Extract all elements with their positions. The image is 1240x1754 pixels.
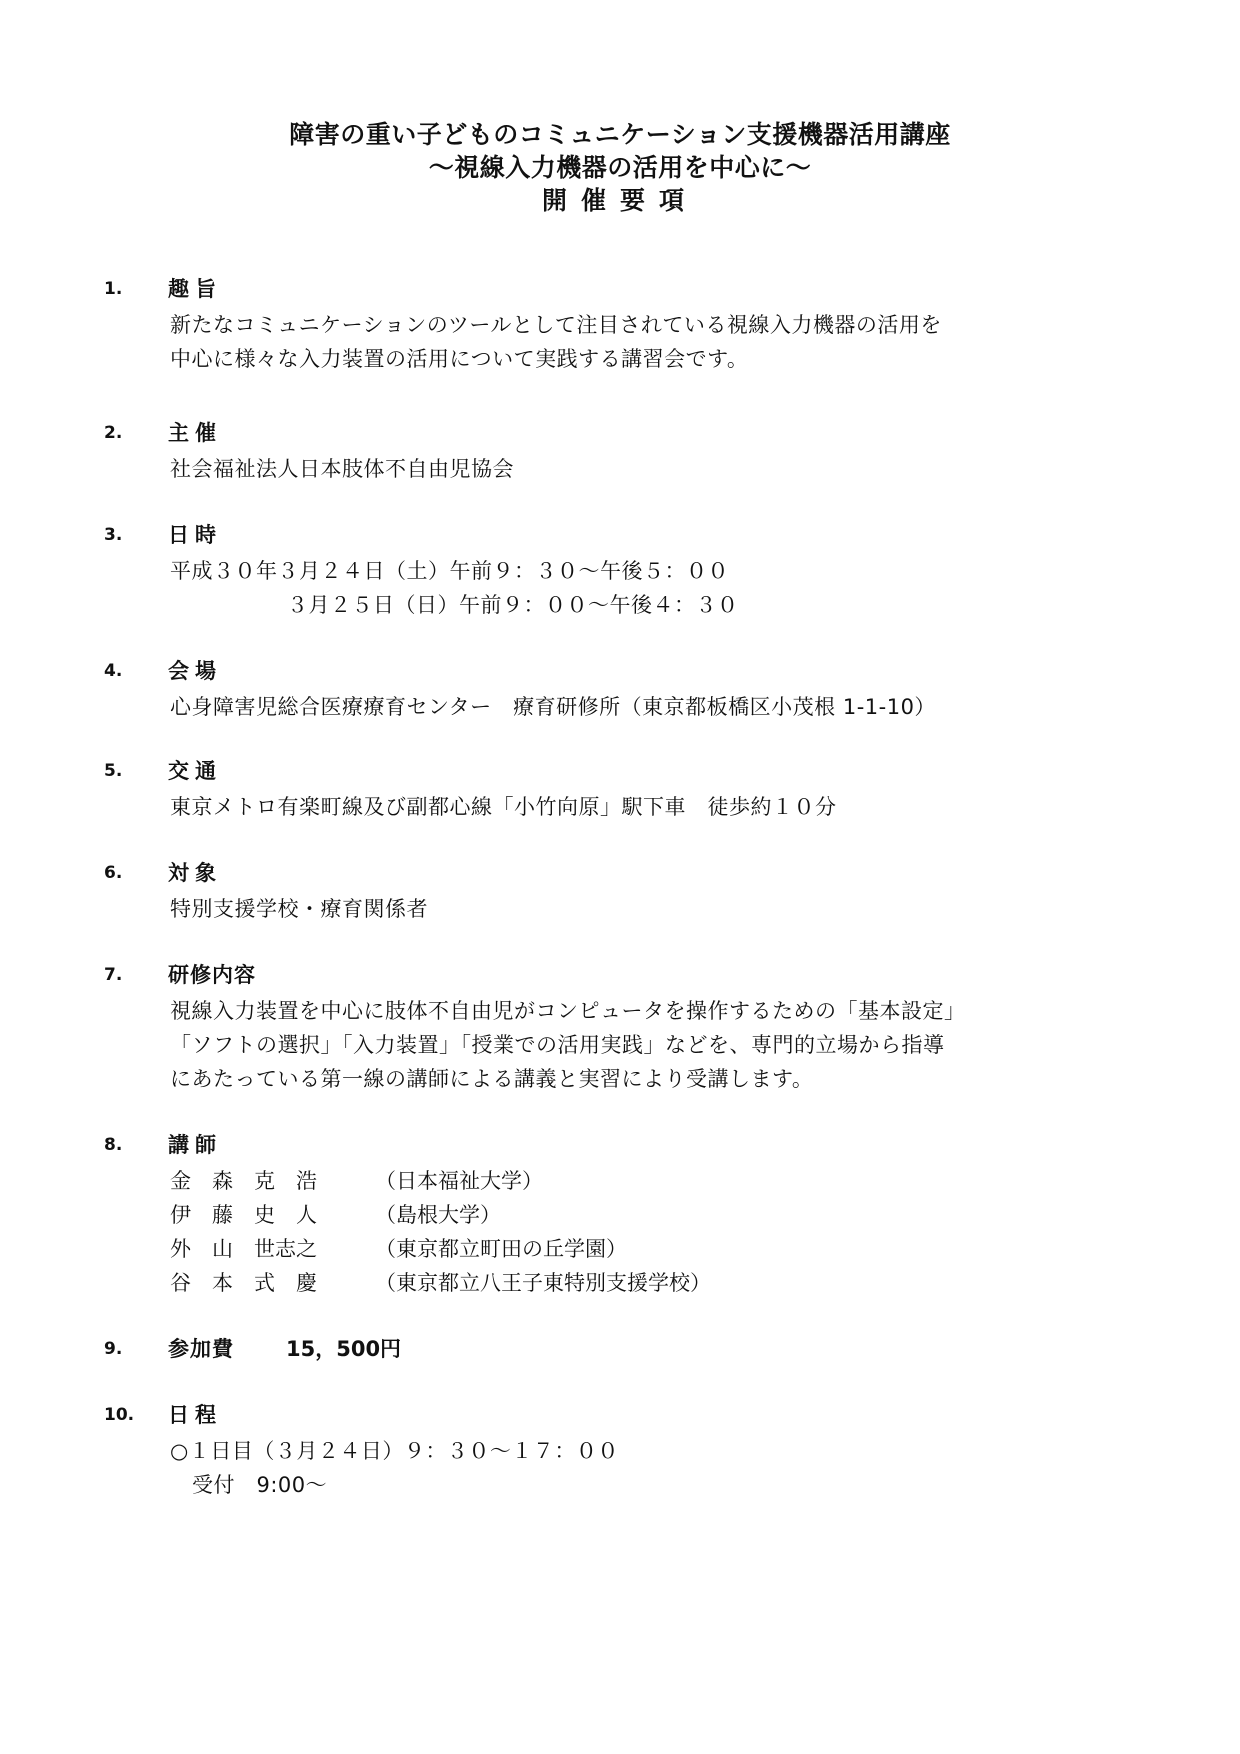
section-body	[0, 690, 1240, 724]
section-body	[0, 452, 1240, 486]
schedule-day: ○１日目（３月２４日）９：３０～１７：００	[170, 1439, 619, 1463]
section-heading: 講師	[168, 1133, 222, 1157]
document-subtitle: ～視線入力機器の活用を中心に～	[428, 153, 812, 182]
section-schedule	[0, 1400, 1240, 1502]
section-body	[0, 892, 1240, 926]
lecturer-name: 谷 本 式 慶	[170, 1271, 317, 1295]
lecturer-name: 外 山 世志之	[170, 1237, 317, 1261]
lecturer-row	[170, 1198, 1240, 1232]
document-title: 障害の重い子どものコミュニケーション支援機器活用講座	[289, 120, 951, 149]
section-body	[0, 1434, 1240, 1502]
lecturer-affiliation: （島根大学）	[375, 1203, 501, 1227]
section-header	[0, 1130, 1240, 1164]
body-line: 特別支援学校・療育関係者	[170, 897, 428, 921]
body-line: 視線入力装置を中心に肢体不自由児がコンピュータを操作するための「基本設定」	[170, 999, 966, 1023]
body-line: 心身障害児総合医療療育センター 療育研修所（東京都板橋区小茂根 1-1-10）	[170, 695, 936, 719]
section-number: 9.	[104, 1339, 123, 1359]
section-purpose	[0, 274, 1240, 376]
body-line: 中心に様々な入力装置の活用について実践する講習会です。	[170, 347, 749, 371]
document-title-block	[0, 118, 1240, 217]
document-heading: 開催要項	[541, 186, 698, 215]
section-venue	[0, 656, 1240, 724]
section-heading: 対象	[168, 861, 222, 885]
section-body	[0, 554, 1240, 622]
section-header	[0, 858, 1240, 892]
section-number: 7.	[104, 965, 123, 985]
section-heading: 交通	[168, 759, 222, 783]
section-datetime	[0, 520, 1240, 622]
section-header	[0, 1400, 1240, 1434]
section-header	[0, 656, 1240, 690]
body-line: 「ソフトの選択」「入力装置」「授業での活用実践」などを、専門的立場から指導	[170, 1033, 945, 1057]
section-header	[0, 418, 1240, 452]
section-number: 1.	[104, 279, 123, 299]
fee-amount: 15，500円	[286, 1337, 402, 1361]
lecturer-name: 伊 藤 史 人	[170, 1203, 317, 1227]
section-heading: 会場	[168, 659, 222, 683]
lecturer-row	[170, 1164, 1240, 1198]
schedule-reception: 受付 9:00～	[192, 1473, 328, 1497]
section-body	[0, 994, 1240, 1096]
section-target	[0, 858, 1240, 926]
lecturer-row	[170, 1266, 1240, 1300]
section-lecturers	[0, 1130, 1240, 1300]
body-line: にあたっている第一線の講師による講義と実習により受講します。	[170, 1067, 814, 1091]
section-body	[0, 790, 1240, 824]
section-number: 4.	[104, 661, 123, 681]
section-heading: 日程	[168, 1403, 222, 1427]
lecturer-affiliation: （東京都立八王子東特別支援学校）	[375, 1271, 711, 1295]
section-number: 2.	[104, 423, 123, 443]
section-number: 10.	[104, 1405, 135, 1425]
section-organizer	[0, 418, 1240, 486]
lecturer-affiliation: （東京都立町田の丘学園）	[375, 1237, 627, 1261]
body-line: 社会福祉法人日本肢体不自由児協会	[170, 457, 514, 481]
section-fee	[0, 1334, 1240, 1368]
section-heading: 参加費	[168, 1337, 234, 1361]
section-heading: 研修内容	[168, 963, 256, 987]
section-heading: 日時	[168, 523, 222, 547]
lecturer-affiliation: （日本福祉大学）	[375, 1169, 543, 1193]
section-header	[0, 274, 1240, 308]
lecturer-name: 金 森 克 浩	[170, 1169, 317, 1193]
section-body	[0, 308, 1240, 376]
section-header	[0, 520, 1240, 554]
section-header	[0, 756, 1240, 790]
sections-list	[0, 274, 1240, 1502]
section-header	[0, 1334, 1240, 1368]
body-line: 新たなコミュニケーションのツールとして注目されている視線入力機器の活用を	[170, 313, 942, 337]
section-number: 8.	[104, 1135, 123, 1155]
body-line: 平成３０年３月２４日（土）午前９：３０～午後５：００	[170, 559, 729, 583]
body-line: 東京メトロ有楽町線及び副都心線「小竹向原」駅下車 徒歩約１０分	[170, 795, 837, 819]
section-content	[0, 960, 1240, 1096]
section-heading: 趣旨	[168, 277, 222, 301]
body-line: ３月２５日（日）午前９：００～午後４：３０	[287, 593, 739, 617]
lecturer-row	[170, 1232, 1240, 1266]
section-header	[0, 960, 1240, 994]
section-number: 3.	[104, 525, 123, 545]
section-number: 5.	[104, 761, 123, 781]
section-access	[0, 756, 1240, 824]
lecturer-list	[0, 1164, 1240, 1300]
section-heading: 主催	[168, 421, 222, 445]
section-number: 6.	[104, 863, 123, 883]
